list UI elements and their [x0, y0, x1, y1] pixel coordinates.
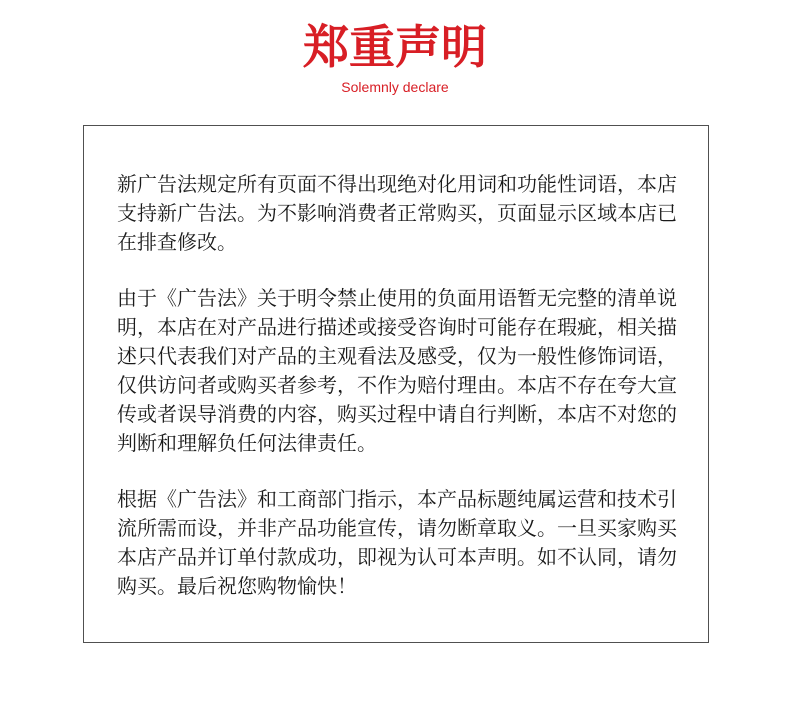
notice-line: 新广告法规定所有页面不得出现绝对化用词和功能性词语，本店	[117, 172, 677, 196]
notice-line: 流所需而设，并非产品功能宣传，请勿断章取义。一旦买家购买	[117, 516, 677, 540]
notice-line: 由于《广告法》关于明令禁止使用的负面用语暂无完整的清单说	[117, 286, 677, 310]
notice-paragraph-3	[117, 485, 708, 601]
notice-line: 判断和理解负任何法律责任。	[117, 431, 377, 455]
notice-line: 支持新广告法。为不影响消费者正常购买，页面显示区域本店已	[117, 201, 677, 225]
notice-line: 根据《广告法》和工商部门指示，本产品标题纯属运营和技术引	[117, 487, 677, 511]
notice-paragraph-2	[117, 284, 708, 458]
notice-line: 购买。最后祝您购物愉快！	[117, 574, 357, 598]
notice-line: 述只代表我们对产品的主观看法及感受，仅为一般性修饰词语，	[117, 344, 677, 368]
notice-line: 仅供访问者或购买者参考，不作为赔付理由。本店不存在夸大宣	[117, 373, 677, 397]
notice-line: 在排查修改。	[117, 230, 237, 254]
notice-paragraph-1	[117, 170, 708, 257]
notice-line: 传或者误导消费的内容，购买过程中请自行判断，本店不对您的	[117, 402, 677, 426]
notice-box	[83, 125, 709, 643]
notice-line: 本店产品并订单付款成功，即视为认可本声明。如不认同，请勿	[117, 545, 677, 569]
notice-line: 明，本店在对产品进行描述或接受咨询时可能存在瑕疵，相关描	[117, 315, 677, 339]
page-title: 郑重声明	[303, 20, 487, 74]
page-subtitle: Solemnly declare	[341, 79, 449, 95]
